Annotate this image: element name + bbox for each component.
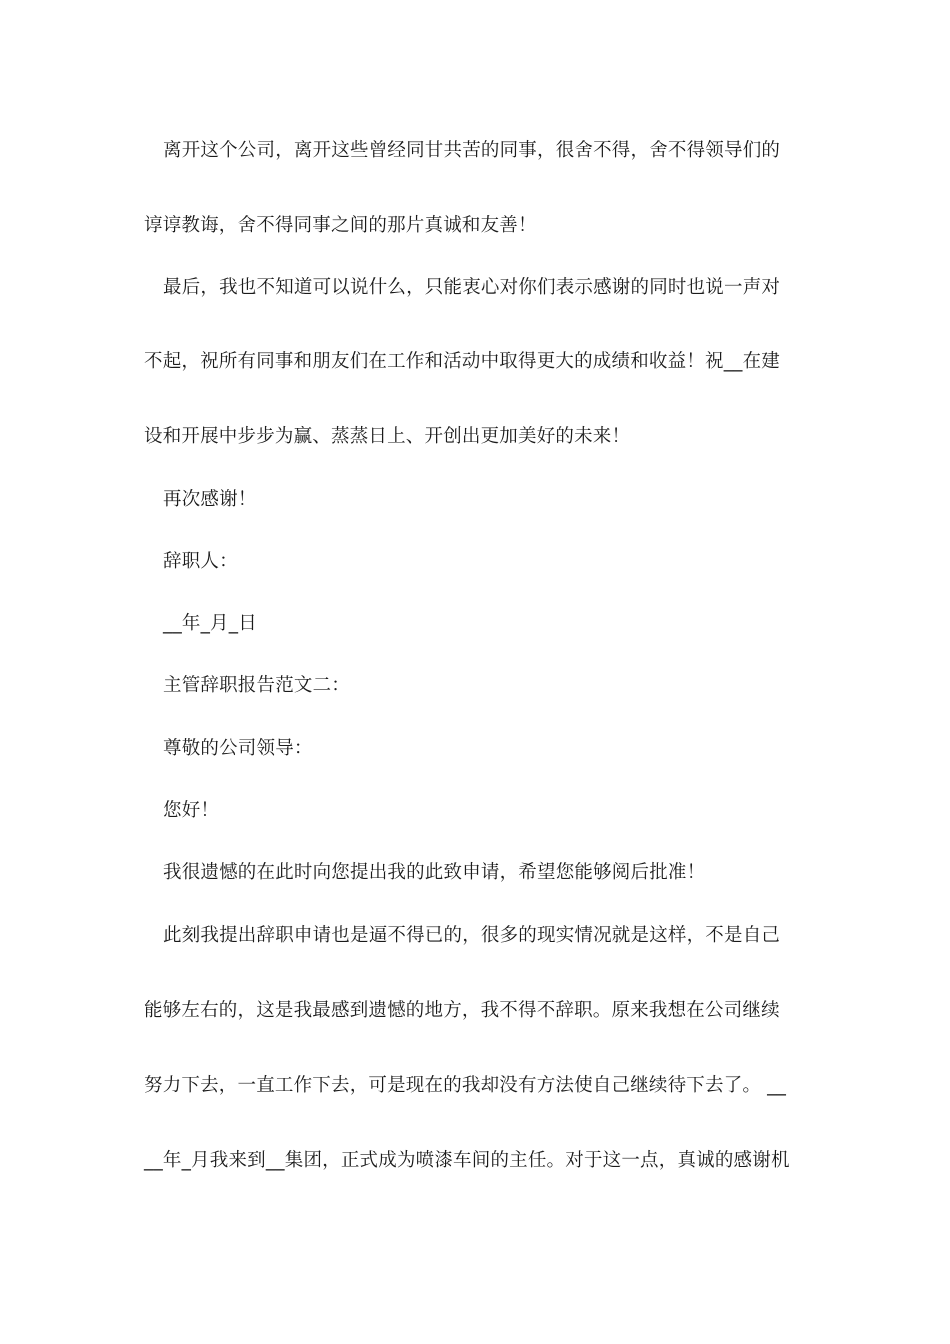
salutation: 尊敬的公司领导：: [163, 738, 313, 759]
paragraph-line: 离开这个公司，离开这些曾经同甘共苦的同事，很舍不得，舍不得领导们的: [163, 140, 781, 161]
greeting: 您好！: [163, 800, 220, 821]
paragraph-line: 再次感谢！: [163, 489, 257, 510]
paragraph-line: 此刻我提出辞职申请也是逼不得已的，很多的现实情况就是这样，不是自己: [163, 925, 781, 946]
paragraph-line: 不起，祝所有同事和朋友们在工作和活动中取得更大的成绩和收益！祝__在建: [144, 351, 781, 372]
paragraph-line: 最后，我也不知道可以说什么，只能衷心对你们表示感谢的同时也说一声对: [163, 277, 781, 298]
signature-label: 辞职人：: [163, 551, 238, 572]
section-heading: 主管辞职报告范文二：: [163, 675, 351, 696]
paragraph-line: 能够左右的，这是我最感到遗憾的地方，我不得不辞职。原来我想在公司继续: [144, 1000, 780, 1021]
date-line: __年_月_日: [163, 613, 257, 634]
paragraph-line: 努力下去，一直工作下去，可是现在的我却没有方法使自己继续待下去了。 __: [144, 1075, 787, 1096]
paragraph-line: 谆谆教诲，舍不得同事之间的那片真诚和友善！: [144, 215, 537, 236]
paragraph-line: 设和开展中步步为赢、蒸蒸日上、开创出更加美好的未来！: [144, 426, 631, 447]
paragraph-line: 我很遗憾的在此时向您提出我的此致申请，希望您能够阅后批准！: [163, 862, 706, 883]
paragraph-line: __年_月我来到__集团，正式成为喷漆车间的主任。对于这一点，真诚的感谢机: [144, 1150, 790, 1171]
